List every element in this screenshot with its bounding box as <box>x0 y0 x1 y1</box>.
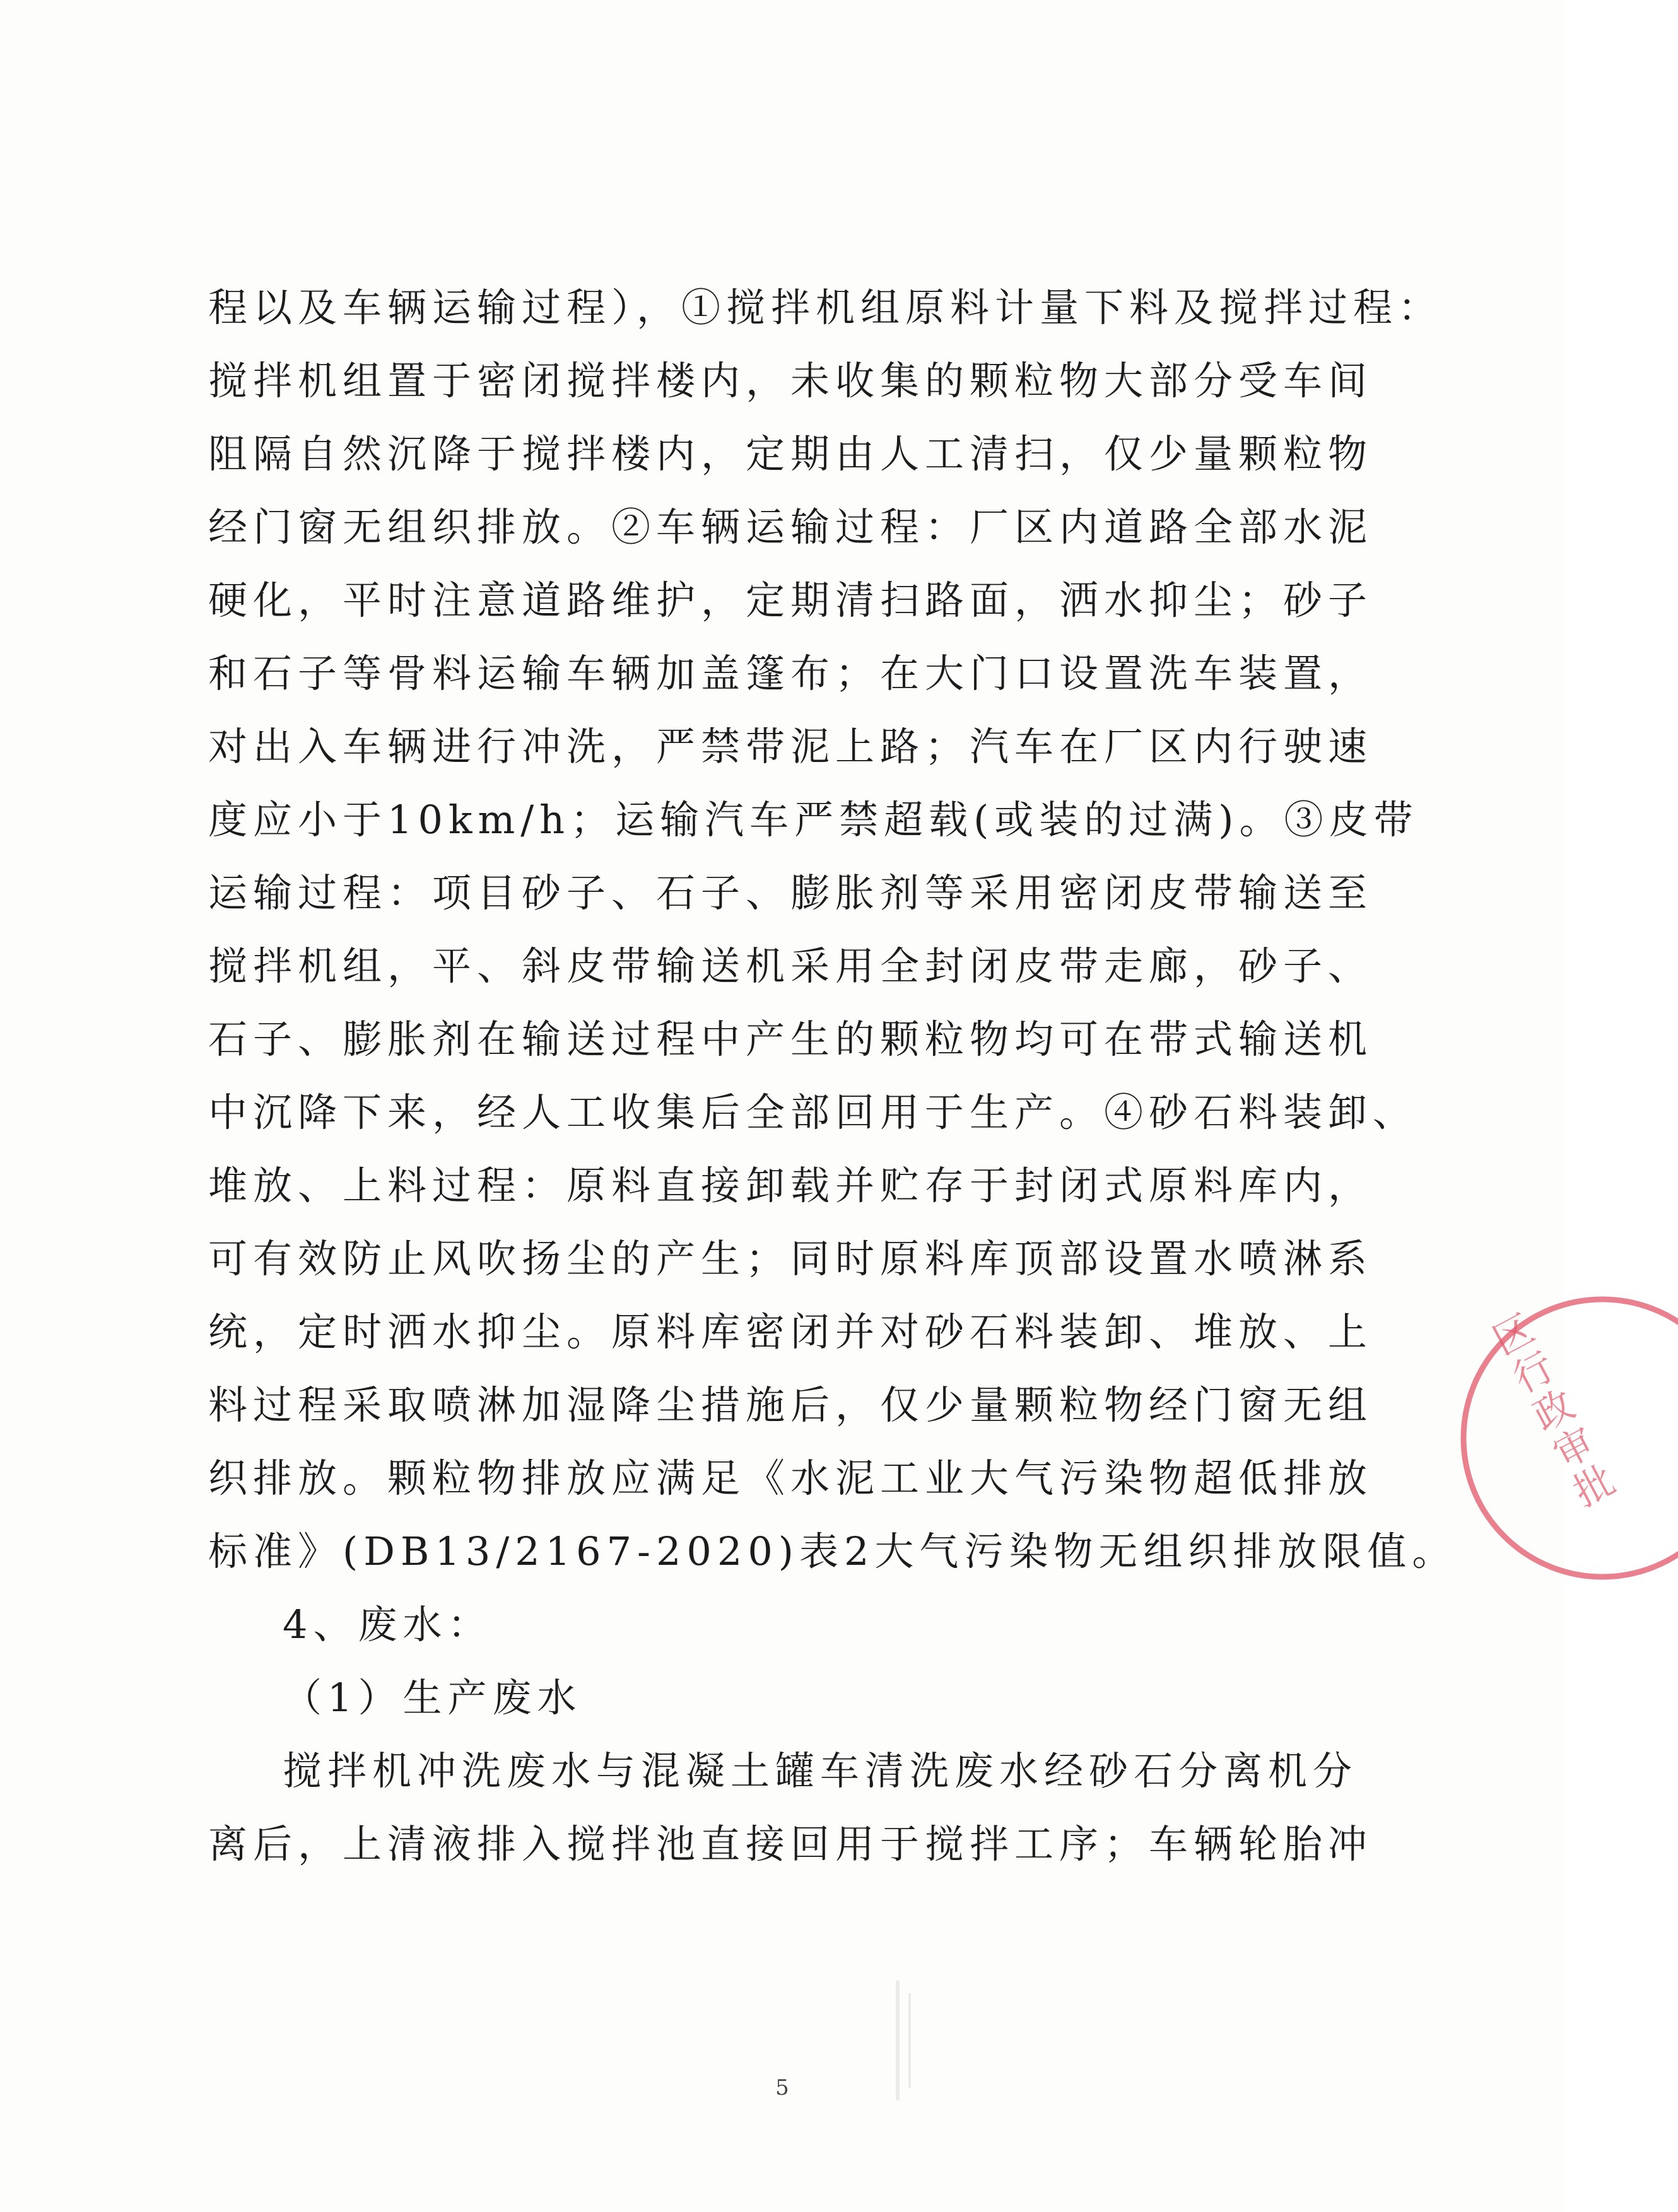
text-line: 织排放。颗粒物排放应满足《水泥工业大气污染物超低排放 <box>208 1455 1373 1501</box>
text-line: 经门窗无组织排放。②车辆运输过程：厂区内道路全部水泥 <box>208 504 1373 550</box>
text-line: 搅拌机组置于密闭搅拌楼内，未收集的颗粒物大部分受车间 <box>208 358 1373 404</box>
text-line: 度应小于10km/h；运输汽车严禁超载(或装的过满)。③皮带 <box>208 797 1419 843</box>
scan-artifact <box>908 1993 911 2088</box>
text-line: 统，定时洒水抑尘。原料库密闭并对砂石料装卸、堆放、上 <box>208 1309 1373 1355</box>
text-line: 搅拌机冲洗废水与混凝土罐车清洗废水经砂石分离机分 <box>283 1748 1358 1794</box>
text-line: 中沉降下来，经人工收集后全部回用于生产。④砂石料装卸、 <box>208 1089 1418 1135</box>
text-line: 料过程采取喷淋加湿降尘措施后，仅少量颗粒物经门窗无组 <box>208 1382 1373 1428</box>
text-line: 和石子等骨料运输车辆加盖篷布；在大门口设置洗车装置， <box>208 650 1373 696</box>
text-line: 程以及车辆运输过程），①搅拌机组原料计量下料及搅拌过程： <box>208 284 1443 331</box>
text-line: 可有效防止风吹扬尘的产生；同时原料库顶部设置水喷淋系 <box>208 1236 1373 1282</box>
text-line: 标准》(DB13/2167-2020)表2大气污染物无组织排放限值。 <box>208 1528 1457 1574</box>
page-number: 5 <box>775 2075 789 2100</box>
scan-artifact <box>896 1981 900 2100</box>
text-line: 离后，上清液排入搅拌池直接回用于搅拌工序；车辆轮胎冲 <box>208 1821 1373 1867</box>
text-line: 对出入车辆进行冲洗，严禁带泥上路；汽车在厂区内行驶速 <box>208 723 1373 770</box>
text-line: 堆放、上料过程：原料直接卸载并贮存于封闭式原料库内， <box>208 1162 1373 1208</box>
text-line: 搅拌机组，平、斜皮带输送机采用全封闭皮带走廊，砂子、 <box>208 943 1373 989</box>
text-line: 阻隔自然沉降于搅拌楼内，定期由人工清扫，仅少量颗粒物 <box>208 431 1373 477</box>
text-line: 硬化，平时注意道路维护，定期清扫路面，洒水抑尘；砂子 <box>208 577 1373 623</box>
subheading-production-wastewater: （1）生产废水 <box>283 1675 582 1721</box>
text-line: 石子、膨胀剂在输送过程中产生的颗粒物均可在带式输送机 <box>208 1016 1373 1062</box>
text-line: 运输过程：项目砂子、石子、膨胀剂等采用密闭皮带输送至 <box>208 870 1373 916</box>
seal-text: 区行政审批 <box>1481 1306 1622 1518</box>
section-heading-wastewater: 4、废水： <box>283 1601 493 1647</box>
